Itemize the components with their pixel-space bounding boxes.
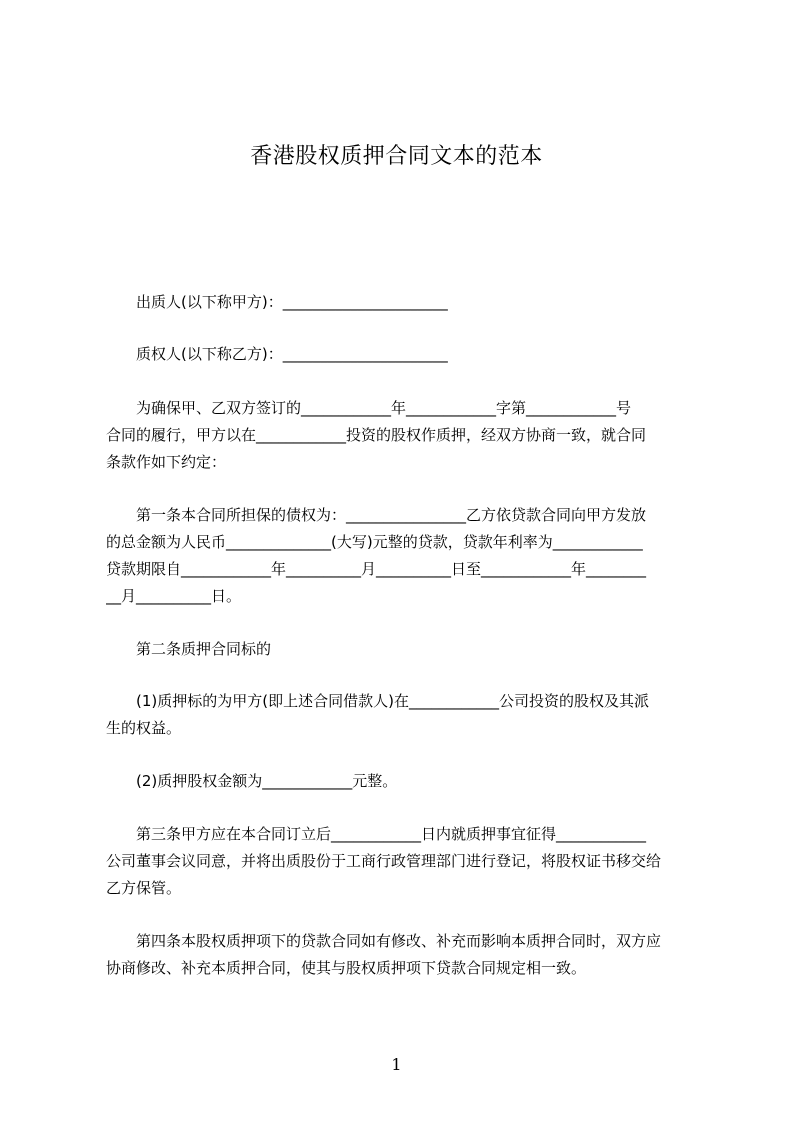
article-4-line-2: 协商修改、补充本质押合同，使其与股权质押项下贷款合同规定相一致。 <box>106 959 587 977</box>
preamble-line-2: 合同的履行，甲方以在____________投资的股权作质押，经双方协商一致，就合同 <box>106 426 647 444</box>
page-number: 1 <box>391 1055 402 1074</box>
article-3-line-3: 乙方保管。 <box>106 879 182 897</box>
article-3-line-1: 第三条甲方应在本合同订立后____________日内就质押事宜征得____________ <box>136 825 647 843</box>
pledgor-line: 出质人(以下称甲方)：______________________ <box>136 293 448 311</box>
document-title: 香港股权质押合同文本的范本 <box>250 144 543 169</box>
article-2-heading: 第二条质押合同标的 <box>136 640 272 658</box>
pledgee-line: 质权人(以下称乙方)：______________________ <box>136 345 448 363</box>
article-4-line-1: 第四条本股权质押项下的贷款合同如有修改、补充而影响本质押合同时，双方应 <box>136 932 662 950</box>
preamble-line-3: 条款作如下约定： <box>106 453 227 471</box>
article-3-line-2: 公司董事会议同意，并将出质股份于工商行政管理部门进行登记，将股权证书移交给 <box>106 852 662 870</box>
preamble-line-1: 为确保甲、乙双方签订的____________年____________字第____________号 <box>136 399 632 417</box>
article-2-item-1-line-1: (1)质押标的为甲方(即上述合同借款人)在____________公司投资的股权及其派 <box>136 692 649 710</box>
article-1-line-2: 的总金额为人民币______________(大写)元整的贷款，贷款年利率为____________ <box>106 533 643 551</box>
article-2-item-1-line-2: 生的权益。 <box>106 719 182 737</box>
article-2-item-2: (2)质押股权金额为____________元整。 <box>136 772 398 790</box>
article-1-line-1: 第一条本合同所担保的债权为：________________乙方依贷款合同向甲方发放 <box>136 506 647 524</box>
article-1-line-4: __月__________日。 <box>106 587 242 605</box>
article-1-line-3: 贷款期限自____________年__________月__________日至____________年________ <box>106 560 647 578</box>
